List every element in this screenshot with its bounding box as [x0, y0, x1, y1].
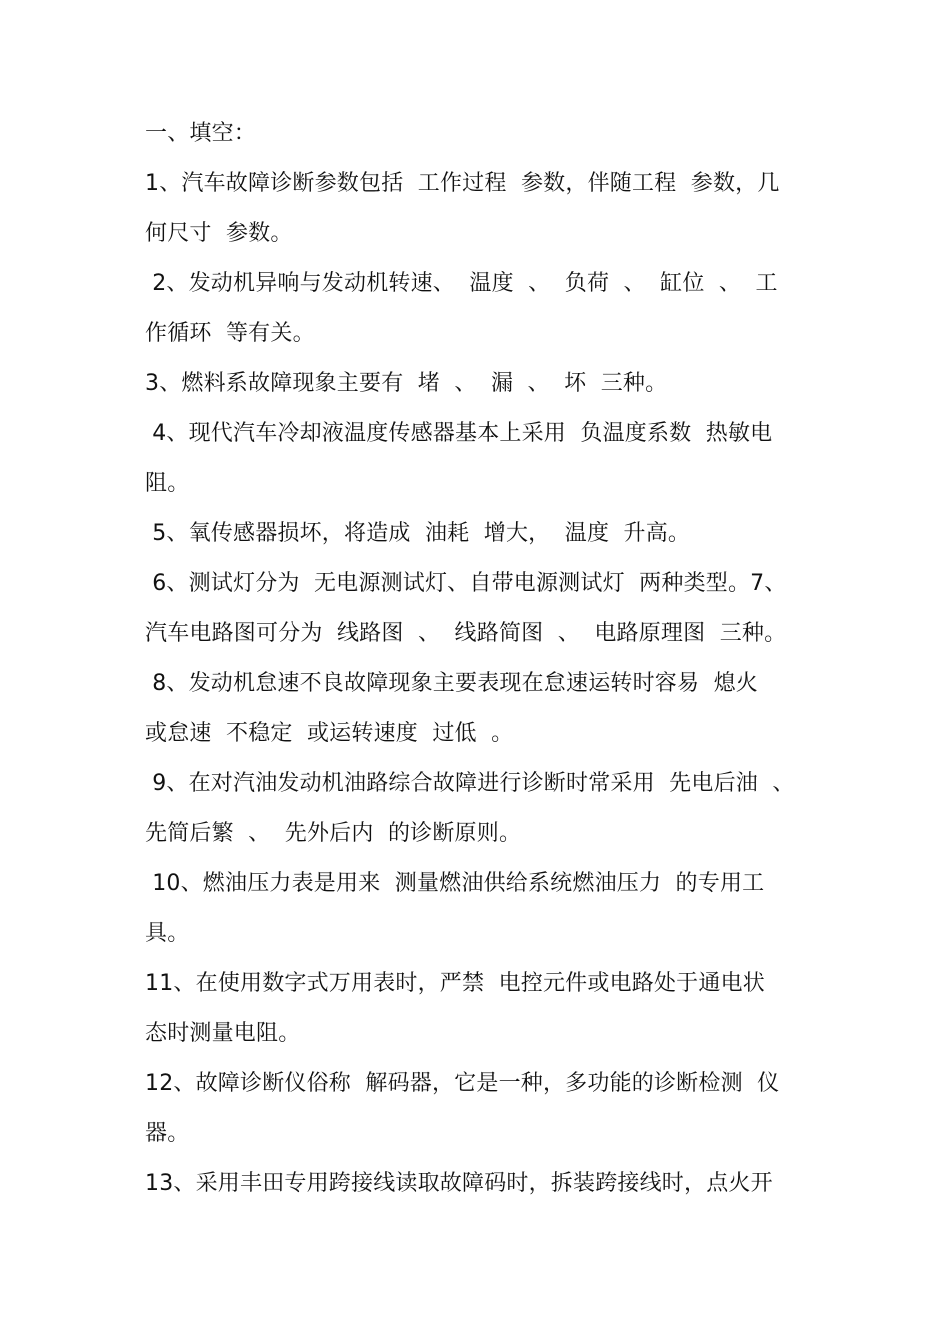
text-line: 11、在使用数字式万用表时，严禁 电控元件或电路处于通电状 [145, 971, 765, 996]
text-line: 4、现代汽车冷却液温度传感器基本上采用 负温度系数 热敏电 [145, 421, 773, 446]
text-line: 1、汽车故障诊断参数包括 工作过程 参数，伴随工程 参数，几 [145, 171, 780, 196]
text-line: 汽车电路图可分为 线路图 、 线路简图 、 电路原理图 三种。 [145, 621, 787, 646]
text-line: 13、采用丰田专用跨接线读取故障码时，拆装跨接线时，点火开 [145, 1171, 773, 1196]
text-line: 作循环 等有关。 [145, 321, 315, 346]
text-line: 2、发动机异响与发动机转速、 温度 、 负荷 、 缸位 、 工 [145, 271, 778, 296]
text-line: 5、氧传感器损坏，将造成 油耗 增大， 温度 升高。 [145, 521, 691, 546]
text-line: 何尺寸 参数。 [145, 221, 293, 246]
text-line: 10、燃油压力表是用来 测量燃油供给系统燃油压力 的专用工 [145, 871, 765, 896]
text-line: 先简后繁 、 先外后内 的诊断原则。 [145, 821, 522, 846]
text-line: 器。 [145, 1121, 190, 1146]
text-line: 3、燃料系故障现象主要有 堵 、 漏 、 坏 三种。 [145, 371, 668, 396]
text-line: 8、发动机怠速不良故障现象主要表现在怠速运转时容易 熄火 [145, 671, 758, 696]
text-line: 具。 [145, 921, 190, 946]
text-line: 阻。 [145, 471, 190, 496]
text-line: 或怠速 不稳定 或运转速度 过低 。 [145, 721, 514, 746]
text-line: 12、故障诊断仪俗称 解码器，它是一种，多功能的诊断检测 仪 [145, 1071, 780, 1096]
text-line: 6、测试灯分为 无电源测试灯、自带电源测试灯 两种类型。7、 [145, 571, 787, 596]
text-line: 态时测量电阻。 [145, 1021, 301, 1046]
section-heading: 一、填空： [145, 121, 257, 146]
text-line: 9、在对汽油发动机油路综合故障进行诊断时常采用 先电后油 、 [145, 771, 795, 796]
